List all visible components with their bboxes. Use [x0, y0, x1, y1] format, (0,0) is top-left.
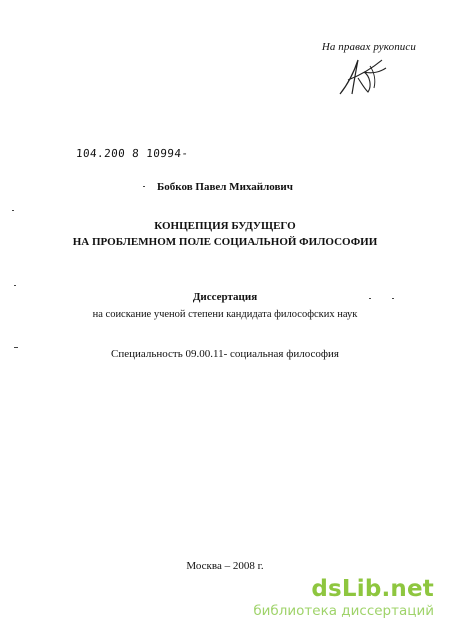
signature — [334, 54, 390, 98]
title-line-2: НА ПРОБЛЕМНОМ ПОЛЕ СОЦИАЛЬНОЙ ФИЛОСОФИИ — [72, 236, 378, 248]
watermark — [253, 576, 434, 619]
scan-speck — [369, 298, 371, 299]
title-line-1: КОНЦЕПЦИЯ БУДУЩЕГО — [154, 220, 296, 232]
author-name: Бобков Павел Михайлович — [157, 181, 293, 193]
watermark-tagline: библиотека диссертаций — [253, 603, 434, 619]
handwritten-reference-number: 104.200 8 10994- — [75, 147, 189, 160]
scan-speck — [143, 186, 145, 187]
work-type: Диссертация — [192, 291, 258, 303]
place-and-year: Москва – 2008 г. — [186, 560, 264, 572]
scan-speck — [14, 347, 18, 348]
watermark-logo: dsLib.net — [311, 576, 434, 602]
rights-notice: На правах рукописи — [321, 41, 416, 53]
dissertation-title — [0, 218, 450, 250]
scan-speck — [392, 298, 394, 299]
degree-purpose: на соискание ученой степени кандидата философских наук — [92, 309, 358, 320]
scan-speck — [14, 285, 16, 286]
scan-speck — [12, 210, 14, 211]
specialty-line: Специальность 09.00.11- социальная философия — [111, 348, 339, 360]
